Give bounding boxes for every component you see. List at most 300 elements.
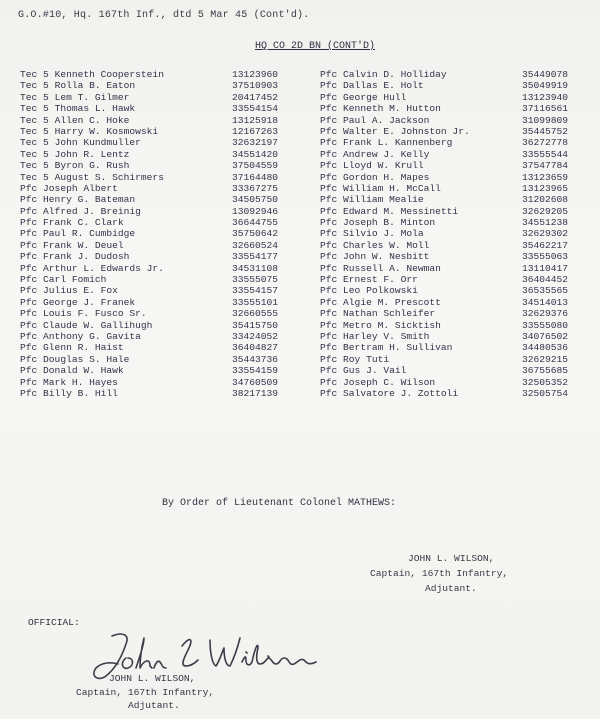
roster-serial-number: 12167263 <box>232 125 279 137</box>
roster-serial-number: 13123965 <box>522 182 569 194</box>
roster-name: Frank W. Deuel <box>43 239 124 251</box>
roster-rank: Pfc <box>20 194 38 206</box>
roster-serial-number: 35049919 <box>522 80 569 92</box>
roster-rank: Pfc <box>320 308 338 320</box>
roster-name: Andrew J. Kelly <box>343 148 430 160</box>
roster-rank: Tec 5 <box>20 91 49 103</box>
roster-rank-name <box>20 240 232 251</box>
roster-row <box>20 69 302 80</box>
roster-name: John R. Lentz <box>54 148 130 160</box>
roster-name: Thomas L. Hawk <box>54 103 136 115</box>
roster-rank-name <box>20 285 232 296</box>
roster-row <box>320 297 582 308</box>
roster-rank: Pfc <box>320 125 338 137</box>
roster-right-column <box>320 69 582 399</box>
roster-name: Dallas E. Holt <box>343 80 424 92</box>
roster-serial-number: 32629215 <box>522 353 569 365</box>
roster-row <box>320 240 582 251</box>
roster-rank: Pfc <box>20 228 38 240</box>
roster-rank-name <box>320 92 522 103</box>
roster-name: Carl Fomich <box>43 274 107 286</box>
roster-serial-number: 37164480 <box>232 171 279 183</box>
roster-serial-number: 33554177 <box>232 251 279 263</box>
roster-row <box>320 331 582 342</box>
roster-rank-name <box>20 308 232 319</box>
roster-serial-number: 33555063 <box>522 251 569 263</box>
roster-rank-name <box>20 80 232 91</box>
roster-serial-number: 36404452 <box>522 274 569 286</box>
roster-name: Frank C. Clark <box>43 217 124 229</box>
roster-row <box>320 320 582 331</box>
roster-name: Claude W. Gallihugh <box>43 319 153 331</box>
roster-rank-name <box>320 172 522 183</box>
roster-row <box>320 69 582 80</box>
roster-rank: Pfc <box>320 91 338 103</box>
roster-row <box>20 354 302 365</box>
roster-serial-number: 38217139 <box>232 387 279 399</box>
roster-rank-name <box>20 103 232 114</box>
roster-rank: Pfc <box>320 160 338 172</box>
roster-serial-number: 37504559 <box>232 160 279 172</box>
roster-rank: Pfc <box>320 228 338 240</box>
roster-name: Silvio J. Mola <box>343 228 424 240</box>
roster-serial-number: 33554154 <box>232 103 279 115</box>
roster-row <box>320 285 582 296</box>
roster-rank-name <box>20 377 232 388</box>
roster-serial-number: 33555080 <box>522 319 569 331</box>
roster-name: Algie M. Prescott <box>343 296 441 308</box>
roster-serial-number: 36404827 <box>232 342 279 354</box>
roster-rank: Pfc <box>320 285 338 297</box>
roster-serial-number: 36755685 <box>522 365 569 377</box>
roster-rank-name <box>320 69 522 80</box>
roster-row <box>320 103 582 114</box>
official-label: OFFICIAL: <box>28 617 80 628</box>
roster-serial-number: 33555101 <box>232 296 279 308</box>
roster-rank: Pfc <box>320 137 338 149</box>
order-header: G.O.#10, Hq. 167th Inf., dtd 5 Mar 45 (Cont'd). <box>18 10 310 21</box>
roster-row <box>320 274 582 285</box>
roster-serial-number: 33555075 <box>232 274 279 286</box>
roster-row <box>320 183 582 194</box>
roster-rank-name <box>20 69 232 80</box>
roster-rank: Tec 5 <box>20 148 49 160</box>
roster-row <box>20 137 302 148</box>
roster-rank-name <box>20 194 232 205</box>
roster-rank-name <box>20 251 232 262</box>
roster-rank: Tec 5 <box>20 171 49 183</box>
roster-name: Lloyd W. Krull <box>343 160 424 172</box>
roster-row <box>320 172 582 183</box>
roster-row <box>320 149 582 160</box>
roster-serial-number: 34551420 <box>232 148 279 160</box>
roster-name: George Hull <box>343 91 407 103</box>
roster-name: Joseph B. Minton <box>343 217 436 229</box>
roster-rank: Pfc <box>20 342 38 354</box>
roster-rank: Pfc <box>20 296 38 308</box>
roster-rank: Pfc <box>320 251 338 263</box>
roster-row <box>20 149 302 160</box>
roster-serial-number: 34480536 <box>522 342 569 354</box>
roster-name: Louis F. Fusco Sr. <box>43 308 147 320</box>
roster-name: William H. McCall <box>343 182 441 194</box>
official-signature-block <box>76 672 214 713</box>
roster-rank-name <box>20 388 232 399</box>
roster-name: Walter E. Johnston Jr. <box>343 125 470 137</box>
roster-rank-name <box>20 297 232 308</box>
roster-rank-name <box>320 365 522 376</box>
roster-name: Rolla B. Eaton <box>54 80 136 92</box>
roster-rank-name <box>320 240 522 251</box>
roster-name: Henry G. Bateman <box>43 194 136 206</box>
roster-rank: Pfc <box>320 217 338 229</box>
roster-rank: Pfc <box>20 330 38 342</box>
roster-rank: Pfc <box>320 148 338 160</box>
roster-rank-name <box>320 194 522 205</box>
roster-rank-name <box>320 251 522 262</box>
roster-rank-name <box>320 342 522 353</box>
roster-serial-number: 31202608 <box>522 194 569 206</box>
roster-name: August S. Schirmers <box>54 171 164 183</box>
roster-rank: Pfc <box>20 251 38 263</box>
roster-row <box>20 92 302 103</box>
roster-rank-name <box>20 115 232 126</box>
roster-row <box>20 377 302 388</box>
roster-serial-number: 37510903 <box>232 80 279 92</box>
roster-rank: Pfc <box>320 182 338 194</box>
roster-rank-name <box>20 274 232 285</box>
roster-name: Glenn R. Haist <box>43 342 124 354</box>
roster-name: Anthony G. Gavita <box>43 330 141 342</box>
signatory-name: JOHN L. WILSON, <box>408 553 495 564</box>
signatory-block <box>370 551 508 596</box>
roster-rank: Pfc <box>20 308 38 320</box>
roster-row <box>320 160 582 171</box>
roster-rank-name <box>320 308 522 319</box>
roster-rank: Pfc <box>320 171 338 183</box>
roster-row <box>320 92 582 103</box>
roster-name: Salvatore J. Zottoli <box>343 387 459 399</box>
roster-row <box>20 194 302 205</box>
roster-row <box>320 251 582 262</box>
roster-serial-number: 33554159 <box>232 365 279 377</box>
roster-row <box>320 194 582 205</box>
roster-rank: Pfc <box>320 194 338 206</box>
roster-row <box>20 240 302 251</box>
official-name: JOHN L. WILSON, <box>109 673 196 684</box>
roster-name: Edward M. Messinetti <box>343 205 459 217</box>
roster-rank-name <box>20 331 232 342</box>
roster-name: George J. Franek <box>43 296 136 308</box>
roster-rank: Pfc <box>20 217 38 229</box>
roster-rank-name <box>320 183 522 194</box>
roster-rank: Pfc <box>20 285 38 297</box>
roster-rank: Pfc <box>320 205 338 217</box>
roster-name: Harley V. Smith <box>343 330 430 342</box>
roster-serial-number: 34514013 <box>522 296 569 308</box>
official-title: Captain, 167th Infantry, <box>76 686 215 698</box>
roster-rank-name <box>20 92 232 103</box>
roster-row <box>20 126 302 137</box>
roster-serial-number: 33424052 <box>232 330 279 342</box>
roster-rank-name <box>320 160 522 171</box>
roster-rank-name <box>20 365 232 376</box>
roster-rank: Pfc <box>320 342 338 354</box>
roster-name: Frank J. Dudosh <box>43 251 130 263</box>
roster-rank-name <box>320 149 522 160</box>
roster-row <box>320 377 582 388</box>
roster-rank: Pfc <box>320 387 338 399</box>
roster-name: Roy Tuti <box>343 353 390 365</box>
roster-name: Kenneth Cooperstein <box>54 69 164 80</box>
roster-rank-name <box>320 80 522 91</box>
roster-rank-name <box>20 126 232 137</box>
order-line: By Order of Lieutenant Colonel MATHEWS: <box>162 498 397 509</box>
roster-serial-number: 35750642 <box>232 228 279 240</box>
roster-rank: Tec 5 <box>20 160 49 172</box>
roster-row <box>20 274 302 285</box>
roster-row <box>20 365 302 376</box>
signatory-role: Adjutant. <box>425 583 477 594</box>
roster-row <box>20 308 302 319</box>
roster-name: Nathan Schleifer <box>343 308 436 320</box>
roster-left-column <box>20 69 302 399</box>
roster-rank-name <box>20 172 232 183</box>
roster-row <box>320 388 582 399</box>
roster-rank: Tec 5 <box>20 80 49 92</box>
roster-rank: Tec 5 <box>20 103 49 115</box>
roster-serial-number: 35445752 <box>522 125 569 137</box>
roster-rank: Pfc <box>320 274 338 286</box>
roster-rank: Pfc <box>20 365 38 377</box>
roster-rank-name <box>320 274 522 285</box>
roster-serial-number: 32660524 <box>232 239 279 251</box>
roster-name: William Mealie <box>343 194 424 206</box>
roster-row <box>320 126 582 137</box>
roster-serial-number: 35462217 <box>522 239 569 251</box>
roster-rank-name <box>320 137 522 148</box>
roster-name: Russell A. Newman <box>343 262 441 274</box>
roster-rank: Pfc <box>20 205 38 217</box>
roster-name: Gordon H. Mapes <box>343 171 430 183</box>
roster-rank-name <box>320 217 522 228</box>
roster-rank: Tec 5 <box>20 125 49 137</box>
roster-rank: Pfc <box>320 69 338 80</box>
roster-rank: Pfc <box>20 353 38 365</box>
roster-serial-number: 37116561 <box>522 103 569 115</box>
roster-rank-name <box>20 217 232 228</box>
roster-serial-number: 13123960 <box>232 69 279 80</box>
roster-name: Paul A. Jackson <box>343 114 430 126</box>
roster-rank-name <box>20 320 232 331</box>
roster-serial-number: 34551238 <box>522 217 569 229</box>
roster-name: Gus J. Vail <box>343 365 407 377</box>
roster-row <box>320 342 582 353</box>
roster-rank: Pfc <box>20 376 38 388</box>
roster-serial-number: 35415750 <box>232 319 279 331</box>
roster-rank-name <box>320 331 522 342</box>
roster-name: Metro M. Sicktish <box>343 319 441 331</box>
roster-row <box>20 263 302 274</box>
roster-serial-number: 36272778 <box>522 137 569 149</box>
roster-serial-number: 35449078 <box>522 69 569 80</box>
roster-name: Alfred J. Breinig <box>43 205 141 217</box>
roster-name: Joseph Albert <box>43 182 118 194</box>
roster-serial-number: 32660555 <box>232 308 279 320</box>
roster-name: Joseph C. Wilson <box>343 376 436 388</box>
roster-serial-number: 36535565 <box>522 285 569 297</box>
roster-rank-name <box>20 160 232 171</box>
roster-rank-name <box>320 206 522 217</box>
roster-rank-name <box>20 183 232 194</box>
roster-row <box>20 285 302 296</box>
roster-rank: Tec 5 <box>20 114 49 126</box>
roster-name: Billy B. Hill <box>43 387 118 399</box>
roster-rank-name <box>320 354 522 365</box>
roster-rank: Tec 5 <box>20 137 49 149</box>
roster-name: Calvin D. Holliday <box>343 69 447 80</box>
roster-rank: Pfc <box>20 319 38 331</box>
roster-serial-number: 13092946 <box>232 205 279 217</box>
roster-row <box>20 206 302 217</box>
roster-rank: Pfc <box>320 365 338 377</box>
roster-row <box>320 308 582 319</box>
roster-serial-number: 32505754 <box>522 387 569 399</box>
roster-rank-name <box>20 137 232 148</box>
roster-rank: Pfc <box>320 80 338 92</box>
roster-name: Allen C. Hoke <box>54 114 130 126</box>
roster-serial-number: 36644755 <box>232 217 279 229</box>
roster-row <box>320 263 582 274</box>
roster-rank-name <box>20 206 232 217</box>
roster-serial-number: 35443736 <box>232 353 279 365</box>
roster-row <box>320 115 582 126</box>
section-title: HQ CO 2D BN (CONT'D) <box>255 41 376 52</box>
roster-rank: Pfc <box>20 387 38 399</box>
roster-row <box>20 388 302 399</box>
roster-rank-name <box>320 228 522 239</box>
roster-name: Frank L. Kannenberg <box>343 137 453 149</box>
roster-rank-name <box>320 377 522 388</box>
roster-serial-number: 13123940 <box>522 91 569 103</box>
roster-rank-name <box>320 103 522 114</box>
roster-serial-number: 13110417 <box>522 262 569 274</box>
roster-name: Leo Polkowski <box>343 285 418 297</box>
roster-rank-name <box>320 388 522 399</box>
roster-rank-name <box>320 285 522 296</box>
roster-row <box>20 103 302 114</box>
roster-name: Douglas S. Hale <box>43 353 130 365</box>
roster-row <box>20 331 302 342</box>
roster-row <box>20 251 302 262</box>
roster-rank: Pfc <box>320 319 338 331</box>
roster-serial-number: 13123659 <box>522 171 569 183</box>
roster-name: Harry W. Kosmowski <box>54 125 159 137</box>
roster-rank-name <box>320 263 522 274</box>
roster-rank-name <box>20 149 232 160</box>
roster-serial-number: 32505352 <box>522 376 569 388</box>
roster-name: Donald W. Hawk <box>43 365 124 377</box>
roster-serial-number: 34531108 <box>232 262 279 274</box>
roster-name: John W. Nesbitt <box>343 251 430 263</box>
roster-name: Mark H. Hayes <box>43 376 118 388</box>
roster-row <box>320 228 582 239</box>
roster-rank: Pfc <box>20 182 38 194</box>
roster-serial-number: 37547784 <box>522 160 569 172</box>
roster-row <box>20 297 302 308</box>
roster-rank-name <box>20 354 232 365</box>
roster-serial-number: 32629205 <box>522 205 569 217</box>
roster-serial-number: 32632197 <box>232 137 279 149</box>
roster-name: Bertram H. Sullivan <box>343 342 453 354</box>
roster-name: Lem T. Gilmer <box>54 91 130 103</box>
roster-rank-name <box>20 263 232 274</box>
roster-rank: Pfc <box>320 114 338 126</box>
roster-rank: Pfc <box>320 103 338 115</box>
roster-name: Kenneth M. Hutton <box>343 103 441 115</box>
roster-serial-number: 33554157 <box>232 285 279 297</box>
roster-name: Julius E. Fox <box>43 285 118 297</box>
roster-row <box>320 80 582 91</box>
roster-row <box>20 160 302 171</box>
roster-name: John Kundmuller <box>54 137 141 149</box>
roster-serial-number: 34760509 <box>232 376 279 388</box>
roster-name: Arthur L. Edwards Jr. <box>43 262 164 274</box>
roster-rank: Pfc <box>20 274 38 286</box>
roster-row <box>20 172 302 183</box>
roster-name: Paul R. Cumbidge <box>43 228 136 240</box>
roster-serial-number: 34076502 <box>522 330 569 342</box>
roster-rank: Pfc <box>320 296 338 308</box>
roster-serial-number: 31099809 <box>522 114 569 126</box>
roster-row <box>320 354 582 365</box>
roster-row <box>20 115 302 126</box>
roster-serial-number: 20417452 <box>232 91 279 103</box>
roster-name: Ernest F. Orr <box>343 274 418 286</box>
roster-name: Charles W. Moll <box>343 239 430 251</box>
official-role: Adjutant. <box>128 700 180 711</box>
roster-rank: Pfc <box>320 239 338 251</box>
roster-rank: Pfc <box>320 353 338 365</box>
roster-serial-number: 32629376 <box>522 308 569 320</box>
roster-row <box>20 80 302 91</box>
roster-rank: Pfc <box>20 239 38 251</box>
roster-rank-name <box>20 228 232 239</box>
roster-row <box>20 320 302 331</box>
roster-serial-number: 32629302 <box>522 228 569 240</box>
roster-row <box>320 206 582 217</box>
roster-rank-name <box>320 115 522 126</box>
roster-row <box>20 217 302 228</box>
roster-serial-number: 13125918 <box>232 114 279 126</box>
roster-rank-name <box>20 342 232 353</box>
signatory-title: Captain, 167th Infantry, <box>370 568 509 579</box>
roster-rank: Pfc <box>320 376 338 388</box>
roster-serial-number: 34505750 <box>232 194 279 206</box>
roster-rank: Pfc <box>20 262 38 274</box>
roster-row <box>20 228 302 239</box>
roster-row <box>320 217 582 228</box>
roster-rank: Pfc <box>320 330 338 342</box>
roster-rank: Pfc <box>320 262 338 274</box>
roster-rank-name <box>320 126 522 137</box>
roster-rank: Tec 5 <box>20 69 49 80</box>
roster-rank-name <box>320 320 522 331</box>
roster-row <box>20 183 302 194</box>
roster-serial-number: 33367275 <box>232 182 279 194</box>
roster-row <box>320 365 582 376</box>
roster-row <box>320 137 582 148</box>
